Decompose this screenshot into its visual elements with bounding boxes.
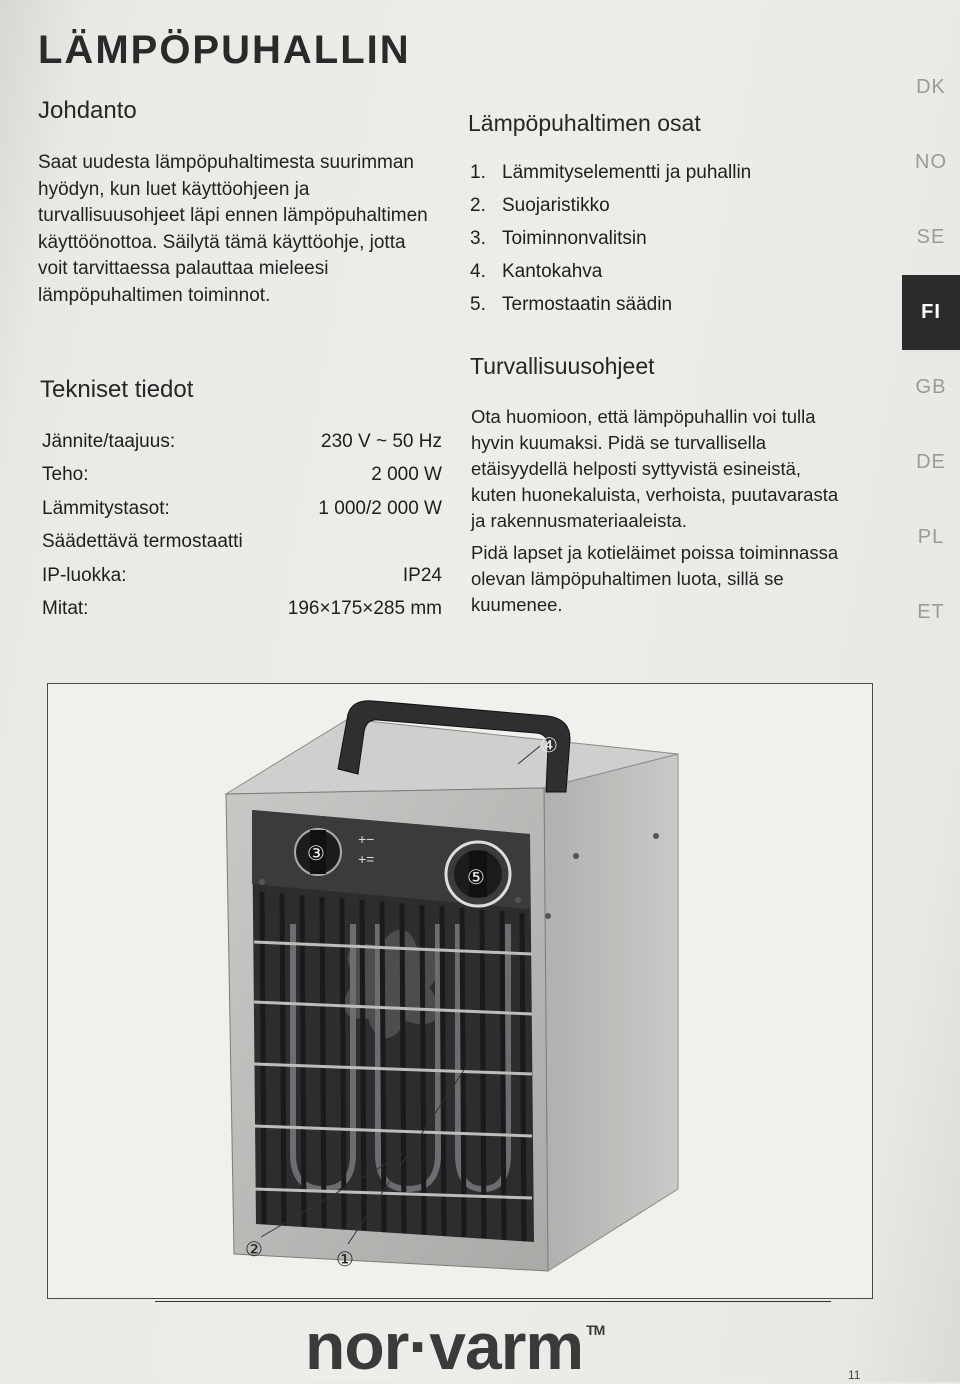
intro-heading: Johdanto bbox=[38, 97, 137, 124]
grille-bar bbox=[362, 900, 364, 1231]
spec-row bbox=[42, 492, 442, 525]
page-title: LÄMPÖPUHALLIN bbox=[38, 28, 411, 72]
tab-pl[interactable]: PL bbox=[917, 526, 945, 548]
callout-1: ① bbox=[336, 1249, 354, 1271]
list-number: 5. bbox=[470, 294, 486, 315]
heater-side-panel bbox=[544, 754, 678, 1271]
spec-row bbox=[42, 592, 442, 625]
heater-illustration bbox=[48, 684, 872, 1298]
tab-no[interactable]: NO bbox=[915, 151, 947, 173]
list-number: 1. bbox=[470, 162, 486, 183]
parts-list bbox=[470, 156, 810, 321]
spec-label: Lämmitystasot: bbox=[42, 497, 170, 519]
list-label: Suojaristikko bbox=[502, 195, 610, 216]
grille-bar bbox=[522, 913, 524, 1241]
safety-paragraph: Ota huomioon, että lämpöpuhallin voi tulla hyvin kuumaksi. Pidä se turvallisella etäisyydellä helposti syttyvistä esineistä, kuten huonekaluista, verhoista, puutavarasta ja rakennusmateriaaleista. bbox=[471, 406, 839, 531]
spec-value: 196×175×285 mm bbox=[287, 597, 442, 619]
spec-value: 1 000/2 000 W bbox=[318, 497, 442, 519]
list-item bbox=[470, 156, 810, 189]
spec-row bbox=[42, 559, 442, 592]
list-label: Lämmityselementti ja puhallin bbox=[502, 162, 752, 183]
tab-de[interactable]: DE bbox=[916, 451, 946, 473]
list-item bbox=[470, 255, 810, 288]
specs-table bbox=[42, 425, 442, 625]
callout-2: ② bbox=[245, 1239, 263, 1261]
spec-label: Teho: bbox=[42, 464, 89, 486]
page-number: 11 bbox=[848, 1368, 861, 1382]
footer-divider bbox=[155, 1301, 831, 1302]
spec-label: Säädettävä termostaatti bbox=[42, 531, 243, 553]
list-item bbox=[470, 189, 810, 222]
brand-logo bbox=[305, 1308, 604, 1384]
tab-se[interactable]: SE bbox=[916, 226, 946, 248]
language-tabs bbox=[902, 50, 960, 650]
list-label: Toiminnonvalitsin bbox=[502, 228, 647, 249]
grille-bar bbox=[502, 911, 504, 1239]
heater-figure bbox=[47, 683, 873, 1299]
spec-value: 2 000 W bbox=[371, 464, 442, 486]
list-label: Termostaatin säädin bbox=[502, 294, 673, 315]
callout-4: ④ bbox=[540, 735, 558, 757]
control-sign: +− bbox=[358, 831, 375, 847]
spec-label: Mitat: bbox=[42, 597, 89, 619]
spec-row bbox=[42, 525, 442, 558]
control-sign: += bbox=[358, 851, 375, 867]
list-number: 2. bbox=[470, 195, 486, 216]
spec-label: IP-luokka: bbox=[42, 564, 127, 586]
tab-fi[interactable]: FI bbox=[902, 275, 960, 350]
grille-bar bbox=[482, 910, 484, 1239]
grille-bar bbox=[382, 902, 384, 1232]
parts-heading: Lämpöpuhaltimen osat bbox=[468, 110, 701, 136]
tab-et[interactable]: ET bbox=[917, 601, 945, 623]
list-item bbox=[470, 222, 810, 255]
list-label: Kantokahva bbox=[502, 261, 603, 282]
spec-row bbox=[42, 458, 442, 491]
spec-label: Jännite/taajuus: bbox=[42, 431, 176, 452]
list-number: 4. bbox=[470, 261, 486, 282]
tab-dk[interactable]: DK bbox=[916, 76, 946, 98]
safety-paragraph: Pidä lapset ja kotieläimet poissa toiminnassa olevan lämpöpuhaltimen luota, sillä se kuumenee. bbox=[471, 542, 839, 615]
specs-heading: Tekniset tiedot bbox=[40, 376, 194, 403]
trademark: TM bbox=[586, 1322, 605, 1338]
intro-text: Saat uudesta lämpöpuhaltimesta suurimman hyödyn, kun luet käyttöohjeen ja turvallisuusohjeet läpi ennen lämpöpuhaltimen käyttöönottoa. Säilytä tämä käyttöohje, jotta voit tarvittaessa palauttaa mieleesi lämpöpuhaltimen toiminnot. bbox=[38, 152, 428, 306]
spec-row bbox=[42, 425, 442, 458]
list-number: 3. bbox=[470, 228, 486, 249]
callout-3: ③ bbox=[307, 843, 325, 865]
safety-heading: Turvallisuusohjeet bbox=[470, 353, 655, 379]
grille-bar bbox=[342, 898, 344, 1229]
spec-value: IP24 bbox=[402, 564, 442, 586]
tab-gb[interactable]: GB bbox=[915, 376, 947, 398]
brand-name: nor·varm bbox=[305, 1309, 584, 1383]
spec-value: 230 V ~ 50 Hz bbox=[321, 431, 442, 452]
list-item bbox=[470, 288, 810, 321]
callout-5: ⑤ bbox=[467, 867, 485, 889]
